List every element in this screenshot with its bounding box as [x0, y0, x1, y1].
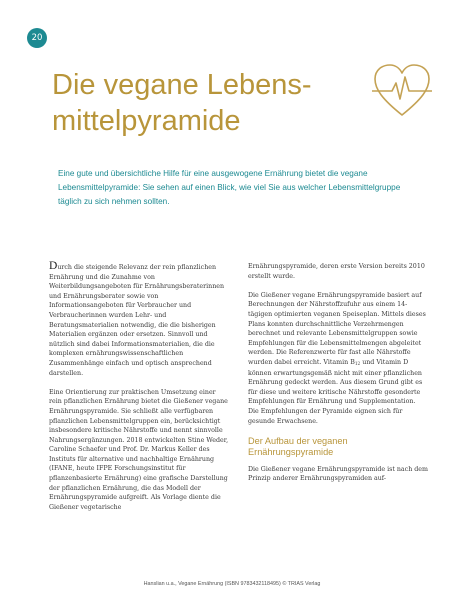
intro-text: Eine gute und übersichtliche Hilfe für eine ausgewogene Ernährung bietet die vegane Lebensmittelpyramide: Sie sehen auf einen Blick, wie viel Sie aus welcher Lebensmittelgruppe täglich zu sich nehmen sollten.: [58, 169, 401, 206]
title-line-1: Die vegane Lebens-: [52, 69, 312, 101]
left-paragraph-1: Durch die steigende Relevanz der rein pflanzlichen Ernährung und die Zunahme von Weiterbildungsangeboten für Ernährungsberaterinnen und Ernährungsberater sowie von Informationsangeboten für Verbraucher und Verbraucherinnen wurden Lehr- und Beratungsmaterialien notwendig, die die bisherigen Materialien ergänzen oder ersetzen. Sinnvoll und nützlich sind dabei Informationsmaterialien, die die komplexen ernährungswissenschaftlichen Zusammenhänge einfach und optisch ansprechend darstellen.: [49, 260, 225, 377]
page-title: [52, 67, 342, 139]
section-subheading: Der Aufbau der veganen Ernährungspyramide: [248, 435, 348, 458]
page-number-badge: 20: [27, 28, 47, 48]
left-paragraph-2: Eine Orientierung zur praktischen Umsetzung einer rein pflanzlichen Ernährung bietet die Gießener vegane Ernährungspyramide. Sie schließt alle verfügbaren pflanzlichen Lebensmittelgruppen ein, berücksichtigt insbesondere kritische Nährstoffe und nennt sinnvolle Nahrungsergänzungen. 2018 entwickelten Stine Weder, Caroline Schaefer und Prof. Dr. Markus Keller des Instituts für alternative und nachhaltige Ernährung (IFANE, heute IFPE Forschungsinstitut für pflanzenbasierte Ernährung) eine grafische Darstellung der pflanzlichen Ernährung, die das Modell der Ernährungspyramide aufgreift. Als Vorlage diente die Gießener vegetarische: [49, 388, 229, 511]
drop-cap: D: [49, 260, 58, 272]
right-column: [248, 262, 428, 494]
heart-pulse-icon: [372, 63, 432, 119]
right-paragraph-1: Ernährungspyramide, deren erste Version bereits 2010 erstellt wurde.: [248, 263, 425, 280]
footer-credit: Hanslian u.a., Vegane Ernährung (ISBN 9783432118495) © TRIAS Verlag: [143, 581, 321, 587]
right-paragraph-3: Die Gießener vegane Ernährungspyramide ist nach dem Prinzip anderer Ernährungspyramiden auf-: [248, 465, 428, 483]
subscript-12: 12: [354, 360, 361, 366]
left-column: [49, 262, 229, 522]
right-paragraph-2: Die Gießener vegane Ernährungspyramide basiert auf Berechnungen der Nährstoffzufuhr aus einem 14-tägigen optimierten veganen Speiseplan. Mittels dieses Plans konnten durchschnittliche Verzehrmengen berechnet und relevante Lebensmittelgruppen sowie Empfehlungen für die Lebensmittelmengen abgeleitet werden. Die Referenzwerte für fast alle Nährstoffe wurden dabei erreicht. Vitamin $B_{12}$ und Vitamin D können erwartungsgemäß nicht mit einer pflanzlichen Ernährung gedeckt werden. Aus diesem Grund gibt es für diese und weitere kritische Nährstoffe gesonderte Empfehlungen für Ernährung und Supplementation. Die Empfehlungen der Pyramide eignen sich für gesunde Erwachsene.: [248, 291, 426, 425]
title-line-2: mittelpyramide: [52, 105, 241, 137]
